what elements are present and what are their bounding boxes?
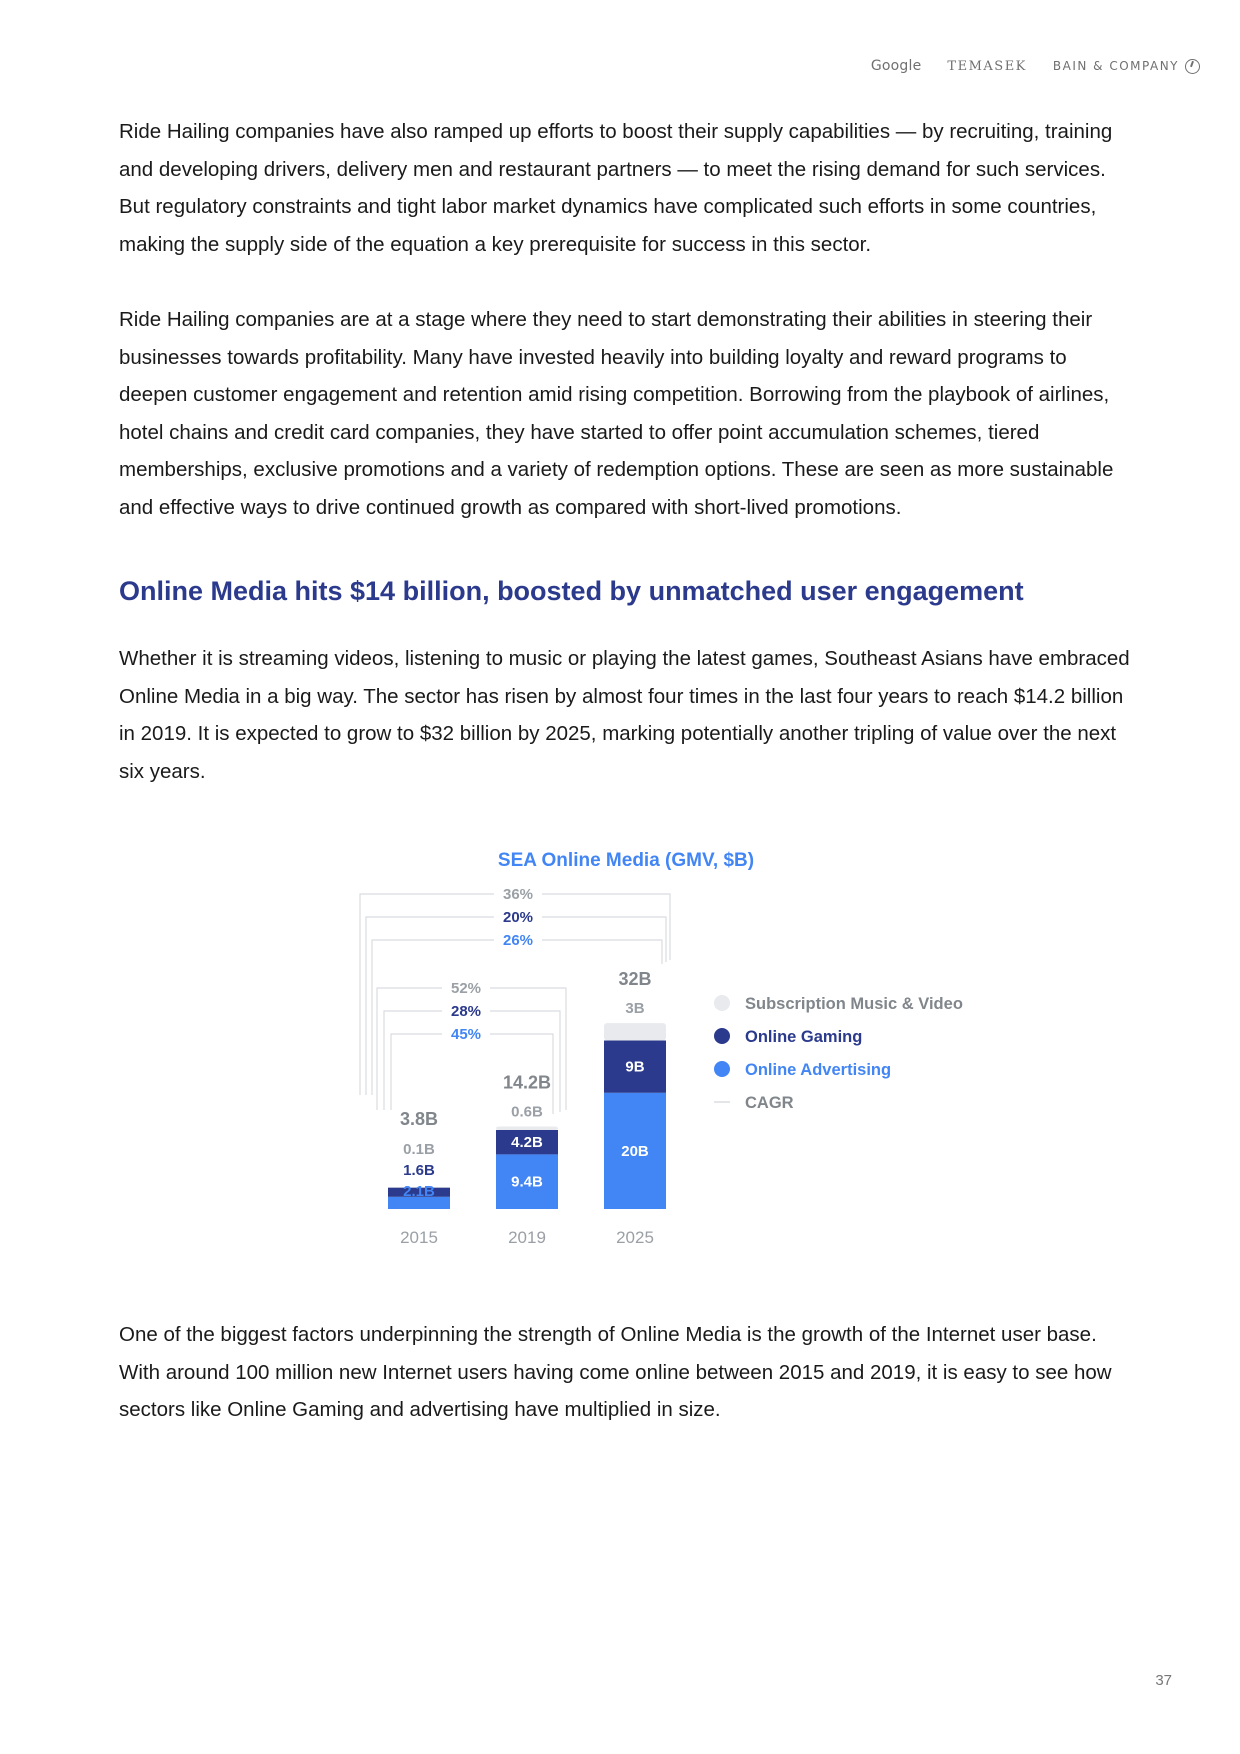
- label-2015-gaming: 1.6B: [403, 1162, 435, 1179]
- label-2015-advertising: 2.1B: [403, 1183, 435, 1200]
- total-2019: 14.2B: [502, 1072, 552, 1093]
- temasek-logo: TEMASEK: [947, 58, 1027, 74]
- x-tick-2015: 2015: [400, 1228, 438, 1247]
- cagr-label-2015-2019-0: 52%: [450, 980, 482, 997]
- legend-swatch-online-advertising: [714, 1061, 730, 1077]
- cagr-bracket-right-2019-2025-2: [542, 940, 662, 964]
- label-2025-subscription: 3B: [625, 1000, 645, 1018]
- paragraph-supply: Ride Hailing companies have also ramped up efforts to boost their supply capabilities — by recruiting, training and developing drivers, delivery men and restaurant partners — to meet the rising demand for such services. But regulatory constraints and tight labor market dynamics have complicated such efforts in some countries, making the supply side of the equation a key prerequisite for success in this sector.: [119, 120, 1113, 256]
- section-heading: Online Media hits $14 billion, boosted by unmatched user engagement: [119, 576, 1024, 606]
- legend-label-subscription-music-video: Subscription Music & Video: [745, 995, 963, 1013]
- legend-label-cagr: CAGR: [745, 1094, 794, 1112]
- legend-label-online-gaming: Online Gaming: [745, 1028, 863, 1046]
- x-tick-2025: 2025: [616, 1228, 654, 1247]
- label-2019-advertising: 9.4B: [511, 1173, 543, 1191]
- paragraph-internet-users: One of the biggest factors underpinning the strength of Online Media is the growth of the Internet user base. With around 100 million new Internet users having come online between 2015 and 2019, it is easy to see how sectors like Online Gaming and advertising have multiplied in size.: [119, 1323, 1112, 1422]
- paragraph-online-media: Whether it is streaming videos, listening to music or playing the latest games, Southeast Asians have embraced Online Media in a big way. The sector has risen by almost four times in the last four years to reach $14.2 billion in 2019. It is expected to grow to $32 billion by 2025, marking potentially another tripling of value over the next six years.: [119, 647, 1130, 783]
- paragraph-profitability: Ride Hailing companies are at a stage where they need to start demonstrating their abilities in steering their businesses towards profitability. Many have invested heavily into building loyalty and reward programs to deepen customer engagement and retention amid rising competition. Borrowing from the playbook of airlines, hotel chains and credit card companies, they have started to offer point accumulation schemes, tiered memberships, exclusive promotions and a variety of redemption options. These are seen as more sustainable and effective ways to drive continued growth as compared with short-lived promotions.: [119, 308, 1114, 519]
- cagr-label-2019-2025-0: 36%: [502, 886, 534, 903]
- label-2019-subscription: 0.6B: [511, 1103, 543, 1121]
- total-2015: 3.8B: [399, 1109, 439, 1129]
- label-2025-gaming: 9B: [625, 1058, 645, 1076]
- label-2019-gaming: 4.2B: [511, 1134, 543, 1152]
- cagr-bracket-left-2015-2019-2: [391, 1034, 442, 1110]
- total-2025: 32B: [618, 969, 652, 990]
- bar-2025-subscription-music-video: [604, 1023, 666, 1040]
- cagr-label-2019-2025-2: 26%: [502, 932, 534, 949]
- cagr-bracket-left-2015-2019-1: [384, 1011, 442, 1110]
- cagr-label-2019-2025-1: 20%: [502, 909, 534, 926]
- cagr-bracket-left-2015-2019-0: [377, 988, 442, 1110]
- x-tick-2019: 2019: [508, 1228, 546, 1247]
- chart-title: SEA Online Media (GMV, $B): [497, 850, 755, 871]
- page-number: 37: [1155, 1672, 1172, 1689]
- legend-swatch-subscription-music-video: [714, 995, 730, 1011]
- label-2015-subscription: 0.1B: [403, 1141, 435, 1158]
- cagr-bracket-right-2015-2019-1: [490, 1011, 560, 1112]
- cagr-label-2015-2019-2: 45%: [450, 1026, 482, 1043]
- bar-2019-subscription-music-video: [496, 1126, 558, 1129]
- label-2025-advertising: 20B: [621, 1142, 649, 1160]
- legend-swatch-online-gaming: [714, 1028, 730, 1044]
- bain-logo-text: BAIN & COMPANY: [1052, 59, 1179, 73]
- legend-label-online-advertising: Online Advertising: [745, 1061, 892, 1079]
- google-logo: Google: [870, 58, 922, 74]
- cagr-bracket-right-2019-2025-0: [542, 894, 670, 960]
- cagr-label-2015-2019-1: 28%: [450, 1003, 482, 1020]
